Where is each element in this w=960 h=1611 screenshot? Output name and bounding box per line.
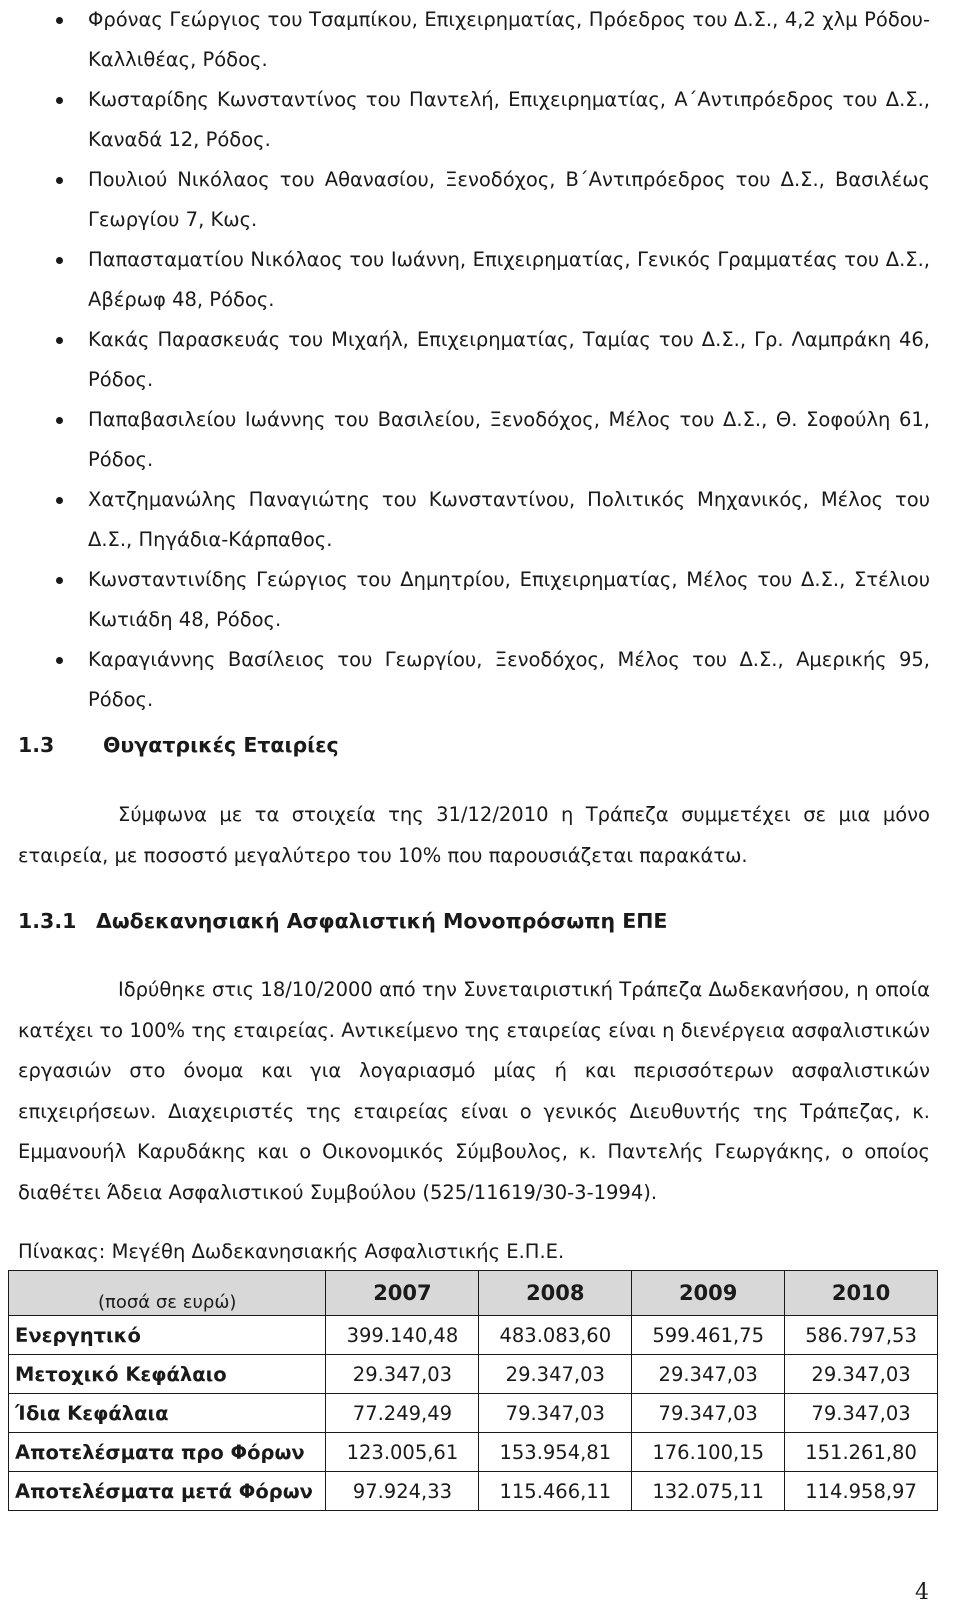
bullet-icon xyxy=(56,257,63,264)
list-item: Παπασταματίου Νικόλαος του Ιωάννη, Επιχειρηματίας, Γενικός Γραμματέας του Δ.Σ., Αβέρωφ 48, Ρόδος. xyxy=(88,248,930,311)
year-header: 2008 xyxy=(479,1271,632,1316)
bullet-icon xyxy=(56,577,63,584)
bullet-icon xyxy=(56,497,63,504)
row-label: Αποτελέσματα προ Φόρων xyxy=(9,1433,326,1472)
table-cell: 79.347,03 xyxy=(479,1394,632,1433)
list-item: Κακάς Παρασκευάς του Μιχαήλ, Επιχειρηματίας, Ταμίας του Δ.Σ., Γρ. Λαμπράκη 46, Ρόδος. xyxy=(88,328,930,391)
row-label: Ίδια Κεφάλαια xyxy=(9,1394,326,1433)
table-cell: 176.100,15 xyxy=(632,1433,785,1472)
table-cell: 586.797,53 xyxy=(785,1316,938,1355)
row-label: Μετοχικό Κεφάλαιο xyxy=(9,1355,326,1394)
row-label: Ενεργητικό xyxy=(9,1316,326,1355)
year-header: 2009 xyxy=(632,1271,785,1316)
year-header: 2010 xyxy=(785,1271,938,1316)
section-number: 1.3 xyxy=(18,733,55,757)
list-item: Καραγιάννης Βασίλειος του Γεωργίου, Ξενοδόχος, Μέλος του Δ.Σ., Αμερικής 95, Ρόδος. xyxy=(88,648,930,711)
table-cell: 151.261,80 xyxy=(785,1433,938,1472)
section-title: Θυγατρικές Εταιρίες xyxy=(103,733,339,757)
table-row xyxy=(9,1394,938,1433)
table-cell: 399.140,48 xyxy=(326,1316,479,1355)
bullet-icon xyxy=(56,97,63,104)
table-cell: 115.466,11 xyxy=(479,1472,632,1511)
table-row xyxy=(9,1433,938,1472)
unit-note: (ποσά σε ευρώ) xyxy=(9,1271,326,1316)
subsection-title: Δωδεκανησιακή Ασφαλιστική Μονοπρόσωπη ΕΠΕ xyxy=(96,909,668,933)
table-cell: 29.347,03 xyxy=(479,1355,632,1394)
table-cell: 77.249,49 xyxy=(326,1394,479,1433)
subsection-paragraph xyxy=(18,970,930,1213)
list-item: Χατζημανώλης Παναγιώτης του Κωνσταντίνου, Πολιτικός Μηχανικός, Μέλος του Δ.Σ., Πηγάδια-Κάρπαθος. xyxy=(88,488,930,551)
financial-table xyxy=(8,1270,938,1511)
list-item: Φρόνας Γεώργιος του Τσαμπίκου, Επιχειρηματίας, Πρόεδρος του Δ.Σ., 4,2 χλμ Ρόδου-Καλλιθέας, Ρόδος. xyxy=(88,8,930,71)
table-cell: 29.347,03 xyxy=(326,1355,479,1394)
bullet-icon xyxy=(56,17,63,24)
table-row xyxy=(9,1472,938,1511)
table-cell: 483.083,60 xyxy=(479,1316,632,1355)
table-cell: 29.347,03 xyxy=(785,1355,938,1394)
section-heading xyxy=(18,733,339,757)
table-cell: 599.461,75 xyxy=(632,1316,785,1355)
page-number: 4 xyxy=(915,1580,929,1605)
bullet-icon xyxy=(56,337,63,344)
table-cell: 132.075,11 xyxy=(632,1472,785,1511)
subsection-heading xyxy=(18,909,668,933)
subsection-number: 1.3.1 xyxy=(18,909,77,933)
table-row xyxy=(9,1355,938,1394)
table-cell: 153.954,81 xyxy=(479,1433,632,1472)
bullet-icon xyxy=(56,657,63,664)
list-item: Πουλιού Νικόλαος του Αθανασίου, Ξενοδόχος, Β΄Αντιπρόεδρος του Δ.Σ., Βασιλέως Γεωργίου 7, Κως. xyxy=(88,168,930,231)
table-cell: 29.347,03 xyxy=(632,1355,785,1394)
bullet-icon xyxy=(56,177,63,184)
year-header: 2007 xyxy=(326,1271,479,1316)
subsection-paragraph-text: Ιδρύθηκε στις 18/10/2000 από την Συνεταιριστική Τράπεζα Δωδεκανήσου, η οποία κατέχει το 100% της εταιρείας. Αντικείμενο της εταιρείας είναι η διενέργεια ασφαλιστικών εργασιών στο όνομα και για λογαριασμό μίας ή και περισσότερων ασφαλιστικών επιχειρήσεων. Διαχειριστές της εταιρείας είναι ο γενικός Διευθυντής της Τράπεζας, κ. Εμμανουήλ Καρυδάκης και ο Οικονομικός Σύμβουλος, κ. Παντελής Γεωργάκης, ο οποίος διαθέτει Άδεια Ασφαλιστικού Συμβούλου (525/11619/30-3-1994). xyxy=(18,978,930,1204)
table-cell: 79.347,03 xyxy=(632,1394,785,1433)
table-cell: 114.958,97 xyxy=(785,1472,938,1511)
table-row xyxy=(9,1316,938,1355)
table-header-row xyxy=(9,1271,938,1316)
row-label: Αποτελέσματα μετά Φόρων xyxy=(9,1472,326,1511)
table-caption: Πίνακας: Μεγέθη Δωδεκανησιακής Ασφαλιστικής Ε.Π.Ε. xyxy=(18,1240,565,1263)
bullet-icon xyxy=(56,417,63,424)
list-item: Κωσταρίδης Κωνσταντίνος του Παντελή, Επιχειρηματίας, Α΄Αντιπρόεδρος του Δ.Σ., Καναδά 12, Ρόδος. xyxy=(88,88,930,151)
table-cell: 97.924,33 xyxy=(326,1472,479,1511)
section-paragraph xyxy=(18,795,930,876)
table-cell: 79.347,03 xyxy=(785,1394,938,1433)
section-paragraph-text: Σύμφωνα με τα στοιχεία της 31/12/2010 η Τράπεζα συμμετέχει σε μια μόνο εταιρεία, με ποσοστό μεγαλύτερο του 10% που παρουσιάζεται παρακάτω. xyxy=(18,803,930,867)
list-item: Παπαβασιλείου Ιωάννης του Βασιλείου, Ξενοδόχος, Μέλος του Δ.Σ., Θ. Σοφούλη 61, Ρόδος. xyxy=(88,408,930,471)
table-cell: 123.005,61 xyxy=(326,1433,479,1472)
list-item: Κωνσταντινίδης Γεώργιος του Δημητρίου, Επιχειρηματίας, Μέλος του Δ.Σ., Στέλιου Κωτιάδη 48, Ρόδος. xyxy=(88,568,930,631)
